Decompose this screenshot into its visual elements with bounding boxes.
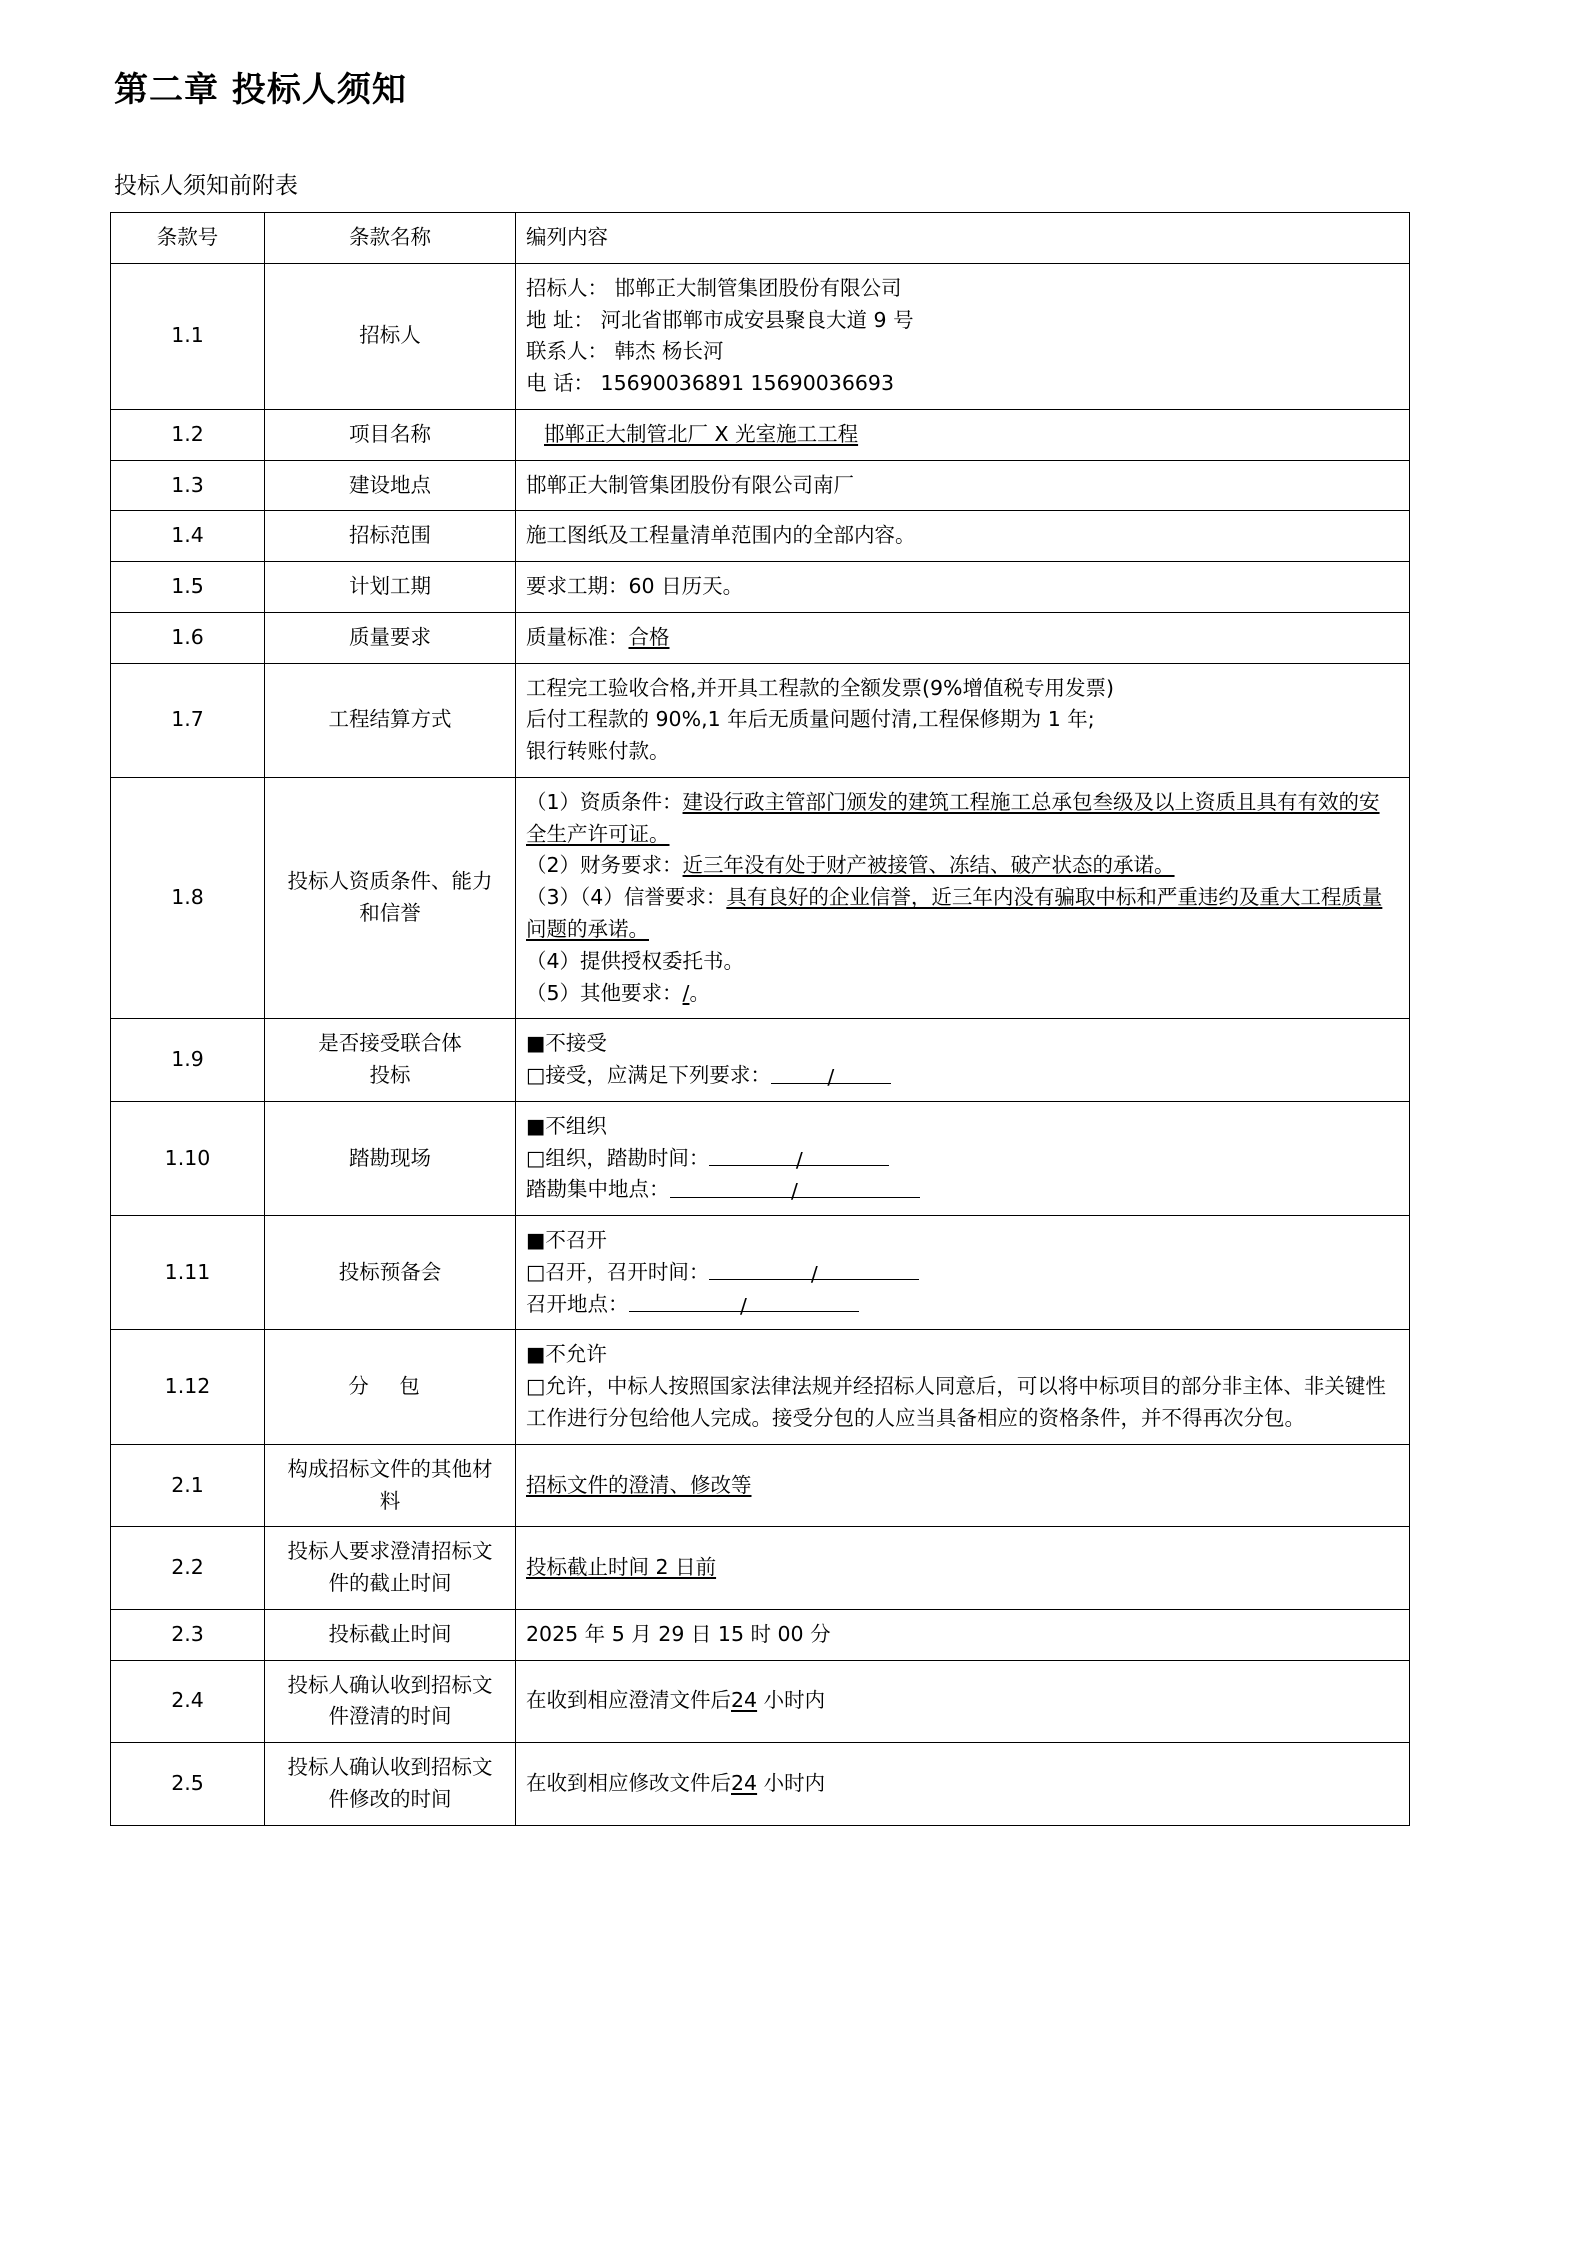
item-underlined: 建设行政主管部门颁发的建筑工程施工总承包叁级及以上资质且具有有效的安全生产许可证。 — [526, 789, 1380, 846]
bidder-instructions-table — [110, 212, 1410, 1826]
checkbox-label: 不组织 — [545, 1113, 607, 1138]
clause-content — [516, 777, 1410, 1018]
clause-no: 1.8 — [111, 777, 265, 1018]
checkbox-label: 接受，应满足下列要求： — [545, 1063, 771, 1088]
table-row — [111, 1527, 1410, 1610]
clause-name: 计划工期 — [265, 562, 516, 613]
clause-name-line: 投标人要求澄清招标文 — [287, 1539, 493, 1564]
clause-content — [516, 1330, 1410, 1444]
content-part-underlined: 24 — [731, 1770, 758, 1795]
content-line: 后付工程款的 90%,1 年后无质量问题付清,工程保修期为 1 年; — [526, 707, 1095, 732]
clause-no: 1.10 — [111, 1101, 265, 1215]
table-row — [111, 1216, 1410, 1330]
clause-name: 踏勘现场 — [265, 1101, 516, 1215]
clause-name: 投标截止时间 — [265, 1609, 516, 1660]
item-prefix: （2）财务要求： — [526, 853, 683, 878]
table-row — [111, 1019, 1410, 1102]
clause-no: 2.4 — [111, 1660, 265, 1743]
clause-name: 投标预备会 — [265, 1216, 516, 1330]
clause-name — [265, 1019, 516, 1102]
clause-name-line: 是否接受联合体 — [318, 1031, 462, 1056]
table-row — [111, 511, 1410, 562]
content-line: 质量标准： — [526, 624, 629, 649]
table-row — [111, 460, 1410, 511]
clause-content: 2025 年 5 月 29 日 15 时 00 分 — [516, 1609, 1410, 1660]
checkbox-empty-icon[interactable]: □ — [526, 1259, 546, 1284]
table-row — [111, 777, 1410, 1018]
fill-blank[interactable]: / — [629, 1291, 859, 1313]
content-item — [526, 946, 1399, 978]
section-title: 投标人须知前附表 — [114, 173, 298, 199]
fill-blank[interactable]: / — [709, 1145, 889, 1167]
content-line: 银行转账付款。 — [526, 739, 670, 764]
clause-content — [516, 612, 1410, 663]
clause-content — [516, 1216, 1410, 1330]
checkbox-filled-icon[interactable]: ■ — [526, 1342, 546, 1367]
blank-label: 踏勘集中地点： — [526, 1177, 670, 1202]
clause-name — [265, 1527, 516, 1610]
item-underlined: / — [682, 980, 690, 1005]
clause-no: 1.5 — [111, 562, 265, 613]
clause-name-line: 和信誉 — [359, 901, 421, 926]
content-line: 投标截止时间 2 日前 — [526, 1555, 717, 1580]
fill-blank[interactable]: / — [771, 1062, 891, 1084]
clause-content — [516, 1660, 1410, 1743]
content-part: 在收到相应修改文件后 — [526, 1770, 731, 1795]
table-row — [111, 1609, 1410, 1660]
content-line: 招标文件的澄清、修改等 — [526, 1472, 752, 1497]
clause-name-line: 投标 — [369, 1063, 411, 1088]
clause-name: 建设地点 — [265, 460, 516, 511]
clause-name-line: 构成招标文件的其他材 — [287, 1456, 493, 1481]
clause-name-line: 投标人资质条件、能力 — [287, 869, 493, 894]
clause-name: 项目名称 — [265, 409, 516, 460]
chapter-title: 第二章 投标人须知 — [114, 70, 407, 110]
clause-name: 工程结算方式 — [265, 663, 516, 777]
checkbox-empty-icon[interactable]: □ — [526, 1063, 546, 1088]
clause-name-line: 投标人确认收到招标文 — [287, 1755, 493, 1780]
checkbox-filled-icon[interactable]: ■ — [526, 1031, 546, 1056]
item-underlined: 近三年没有处于财产被接管、冻结、破产状态的承诺。 — [682, 853, 1175, 878]
table-row — [111, 612, 1410, 663]
clause-name — [265, 1444, 516, 1527]
content-line: 工程完工验收合格,并开具工程款的全额发票(9%增值税专用发票) — [526, 675, 1115, 700]
clause-name: 招标人 — [265, 263, 516, 409]
table-row — [111, 1743, 1410, 1826]
content-part: 小时内 — [757, 1688, 826, 1713]
header-clause-content: 编列内容 — [516, 213, 1410, 264]
item-prefix: （5）其他要求： — [526, 980, 683, 1005]
content-line: 招标人： 邯郸正大制管集团股份有限公司 — [526, 275, 902, 300]
clause-name-line: 料 — [379, 1488, 401, 1513]
table-header-row — [111, 213, 1410, 264]
content-item — [526, 978, 1399, 1010]
clause-name-line: 投标人确认收到招标文 — [287, 1672, 493, 1697]
clause-name-line: 件修改的时间 — [328, 1786, 452, 1811]
clause-content — [516, 1101, 1410, 1215]
clause-no: 1.6 — [111, 612, 265, 663]
clause-no: 1.7 — [111, 663, 265, 777]
clause-name: 分 包 — [265, 1330, 516, 1444]
clause-content — [516, 409, 1410, 460]
blank-item[interactable] — [526, 1174, 1399, 1206]
item-underlined: 具有良好的企业信誉，近三年内没有骗取中标和严重违约及重大工程质量问题的承诺。 — [526, 885, 1383, 942]
clause-content: 邯郸正大制管集团股份有限公司南厂 — [516, 460, 1410, 511]
clause-no: 1.12 — [111, 1330, 265, 1444]
checkbox-empty-icon[interactable]: □ — [526, 1145, 546, 1170]
checkbox-item[interactable] — [526, 1371, 1399, 1435]
item-prefix: （3）（4）信誉要求： — [526, 885, 727, 910]
clause-name: 招标范围 — [265, 511, 516, 562]
clause-no: 1.4 — [111, 511, 265, 562]
clause-content — [516, 663, 1410, 777]
clause-content: 施工图纸及工程量清单范围内的全部内容。 — [516, 511, 1410, 562]
clause-content — [516, 1444, 1410, 1527]
table-row — [111, 562, 1410, 613]
table-row — [111, 1330, 1410, 1444]
table-row — [111, 663, 1410, 777]
clause-no: 2.3 — [111, 1609, 265, 1660]
checkbox-item[interactable] — [526, 1257, 1399, 1289]
checkbox-empty-icon[interactable]: □ — [526, 1374, 546, 1399]
clause-content — [516, 1019, 1410, 1102]
clause-no: 1.9 — [111, 1019, 265, 1102]
table-row — [111, 1444, 1410, 1527]
content-item — [526, 850, 1399, 882]
clause-name — [265, 1743, 516, 1826]
blank-label: 召开地点： — [526, 1291, 629, 1316]
content-item — [526, 787, 1399, 851]
header-clause-name: 条款名称 — [265, 213, 516, 264]
checkbox-item[interactable] — [526, 1143, 1399, 1175]
checkbox-item[interactable] — [526, 1225, 1399, 1257]
clause-no: 2.5 — [111, 1743, 265, 1826]
content-line: 电 话： 15690036891 15690036693 — [526, 371, 894, 396]
checkbox-item[interactable] — [526, 1339, 1399, 1371]
clause-content — [516, 1527, 1410, 1610]
content-line-underlined: 合格 — [628, 624, 670, 649]
content-part: 在收到相应澄清文件后 — [526, 1688, 731, 1713]
content-item — [526, 882, 1399, 946]
checkbox-label: 允许，中标人按照国家法律法规并经招标人同意后，可以将中标项目的部分非主体、非关键性工作进行分包给他人完成。接受分包的人应当具备相应的资格条件，并不得再次分包。 — [526, 1374, 1386, 1430]
clause-content: 要求工期：60 日历天。 — [516, 562, 1410, 613]
clause-name — [265, 777, 516, 1018]
checkbox-filled-icon[interactable]: ■ — [526, 1228, 546, 1253]
table-row — [111, 1660, 1410, 1743]
table-row — [111, 409, 1410, 460]
checkbox-label: 不接受 — [545, 1031, 607, 1056]
blank-item[interactable] — [526, 1289, 1399, 1321]
checkbox-label: 不允许 — [545, 1342, 607, 1367]
checkbox-filled-icon[interactable]: ■ — [526, 1113, 546, 1138]
clause-no: 1.2 — [111, 409, 265, 460]
clause-no: 2.2 — [111, 1527, 265, 1610]
table-row — [111, 263, 1410, 409]
clause-content — [516, 263, 1410, 409]
content-line: 邯郸正大制管北厂 X 光室施工工程 — [544, 421, 859, 446]
clause-no: 1.11 — [111, 1216, 265, 1330]
content-part-underlined: 24 — [731, 1688, 758, 1713]
checkbox-item[interactable] — [526, 1028, 1399, 1060]
item-suffix: 。 — [689, 980, 710, 1005]
clause-no: 1.3 — [111, 460, 265, 511]
clause-name — [265, 1660, 516, 1743]
fill-blank[interactable]: / — [709, 1259, 919, 1281]
fill-blank[interactable]: / — [670, 1176, 920, 1198]
item-prefix: （1）资质条件： — [526, 789, 683, 814]
content-part: 小时内 — [757, 1770, 826, 1795]
checkbox-item[interactable] — [526, 1111, 1399, 1143]
clause-name-line: 件澄清的时间 — [328, 1704, 452, 1729]
checkbox-label: 不召开 — [545, 1228, 607, 1253]
clause-no: 2.1 — [111, 1444, 265, 1527]
clause-name: 质量要求 — [265, 612, 516, 663]
content-line: 联系人： 韩杰 杨长河 — [526, 339, 724, 364]
clause-content — [516, 1743, 1410, 1826]
checkbox-item[interactable] — [526, 1060, 1399, 1092]
item-prefix: （4）提供授权委托书。 — [526, 948, 745, 973]
checkbox-label: 召开，召开时间： — [545, 1259, 710, 1284]
clause-name-line: 件的截止时间 — [328, 1571, 452, 1596]
checkbox-label: 组织，踏勘时间： — [545, 1145, 710, 1170]
clause-no: 1.1 — [111, 263, 265, 409]
header-clause-no: 条款号 — [111, 213, 265, 264]
content-line: 地 址： 河北省邯郸市成安县聚良大道 9 号 — [526, 307, 914, 332]
table-row — [111, 1101, 1410, 1215]
